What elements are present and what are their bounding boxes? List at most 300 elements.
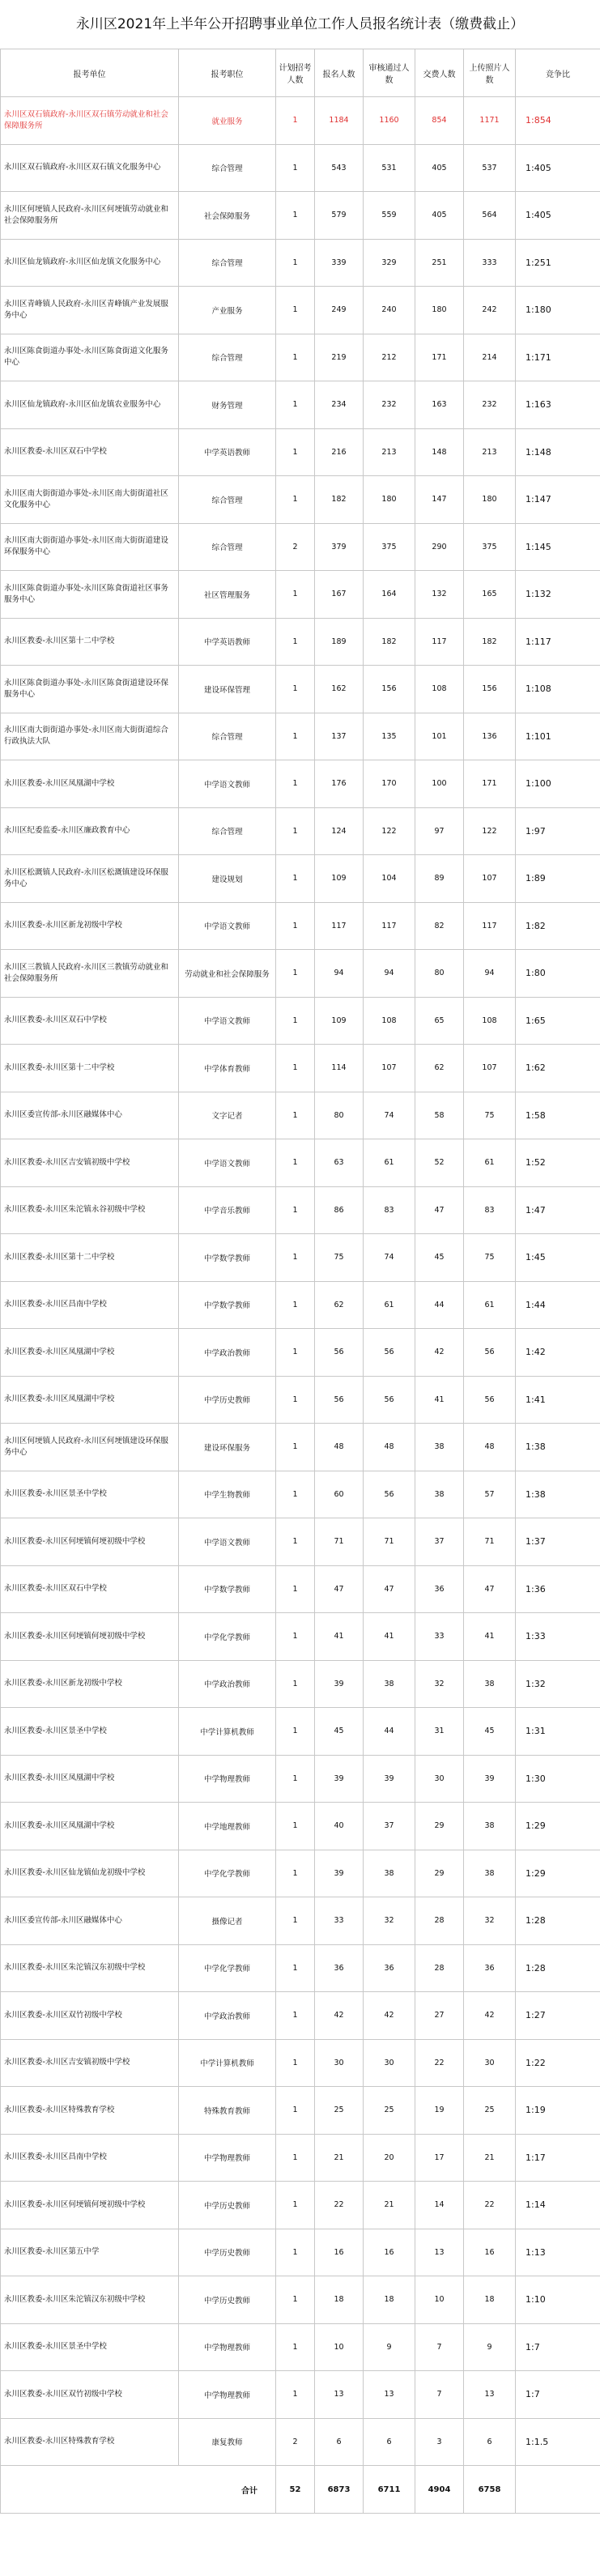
cell-photo: 21	[464, 2134, 516, 2182]
cell-photo: 30	[464, 2039, 516, 2087]
cell-unit: 永川区南大街街道办事处-永川区南大街街道综合行政执法大队	[1, 713, 179, 760]
cell-ratio: 1:65	[516, 997, 600, 1045]
cell-position: 中学物理教师	[179, 2134, 276, 2182]
cell-approved: 108	[364, 997, 415, 1045]
cell-unit: 永川区何埂镇人民政府-永川区何埂镇建设环保服务中心	[1, 1424, 179, 1471]
cell-ratio: 1:854	[516, 97, 600, 145]
cell-approved: 21	[364, 2182, 415, 2229]
cell-approved: 107	[364, 1045, 415, 1092]
table-row	[1, 476, 600, 524]
table-row	[1, 2371, 600, 2419]
table-row	[1, 1329, 600, 1377]
col-header-approved: 审核通过人数	[364, 49, 415, 97]
cell-plan: 1	[276, 1803, 315, 1850]
cell-applicants: 249	[315, 287, 364, 334]
cell-unit: 永川区教委-永川区凤凰湖中学校	[1, 1376, 179, 1424]
cell-photo: 537	[464, 144, 516, 192]
cell-applicants: 216	[315, 428, 364, 476]
table-row	[1, 1092, 600, 1139]
cell-applicants: 182	[315, 476, 364, 524]
cell-photo: 117	[464, 902, 516, 950]
cell-plan: 1	[276, 713, 315, 760]
cell-photo: 6	[464, 2418, 516, 2466]
total-row	[1, 2466, 600, 2514]
cell-paid: 36	[415, 1565, 464, 1613]
cell-ratio: 1:7	[516, 2371, 600, 2419]
cell-unit: 永川区教委-永川区双石中学校	[1, 1565, 179, 1613]
page-title: 永川区2021年上半年公开招聘事业单位工作人员报名统计表（缴费截止）	[75, 16, 525, 32]
cell-plan: 1	[276, 334, 315, 381]
cell-ratio: 1:36	[516, 1565, 600, 1613]
table-row	[1, 381, 600, 429]
cell-plan: 1	[276, 1376, 315, 1424]
cell-paid: 163	[415, 381, 464, 429]
cell-approved: 170	[364, 760, 415, 808]
cell-paid: 31	[415, 1708, 464, 1756]
cell-plan: 1	[276, 1518, 315, 1566]
cell-position: 中学音乐教师	[179, 1186, 276, 1234]
cell-paid: 180	[415, 287, 464, 334]
cell-photo: 156	[464, 666, 516, 713]
cell-ratio: 1:32	[516, 1660, 600, 1708]
cell-photo: 107	[464, 855, 516, 903]
cell-applicants: 40	[315, 1803, 364, 1850]
cell-ratio: 1:147	[516, 476, 600, 524]
cell-photo: 41	[464, 1613, 516, 1661]
table-row	[1, 1613, 600, 1661]
table-row	[1, 760, 600, 808]
cell-position: 中学历史教师	[179, 2229, 276, 2276]
cell-approved: 47	[364, 1565, 415, 1613]
cell-unit: 永川区教委-永川区特殊教育学校	[1, 2418, 179, 2466]
cell-position: 中学计算机教师	[179, 2039, 276, 2087]
cell-photo: 375	[464, 523, 516, 571]
table-row	[1, 2087, 600, 2135]
cell-approved: 56	[364, 1329, 415, 1377]
cell-plan: 1	[276, 428, 315, 476]
table-row	[1, 1850, 600, 1897]
cell-paid: 32	[415, 1660, 464, 1708]
cell-paid: 100	[415, 760, 464, 808]
cell-photo: 214	[464, 334, 516, 381]
cell-unit: 永川区陈食街道办事处-永川区陈食街道建设环保服务中心	[1, 666, 179, 713]
cell-paid: 7	[415, 2323, 464, 2371]
cell-paid: 38	[415, 1471, 464, 1518]
cell-applicants: 33	[315, 1897, 364, 1945]
cell-paid: 101	[415, 713, 464, 760]
table-row	[1, 428, 600, 476]
table-row	[1, 1045, 600, 1092]
cell-unit: 永川区教委-永川区何埂镇何埂初级中学校	[1, 2182, 179, 2229]
table-row	[1, 1471, 600, 1518]
cell-plan: 1	[276, 381, 315, 429]
cell-ratio: 1:82	[516, 902, 600, 950]
cell-applicants: 379	[315, 523, 364, 571]
cell-approved: 559	[364, 192, 415, 240]
cell-paid: 89	[415, 855, 464, 903]
cell-approved: 25	[364, 2087, 415, 2135]
cell-ratio: 1:27	[516, 1992, 600, 2040]
cell-applicants: 62	[315, 1281, 364, 1329]
cell-approved: 39	[364, 1755, 415, 1803]
table-row	[1, 1803, 600, 1850]
cell-photo: 75	[464, 1092, 516, 1139]
cell-position: 中学政治教师	[179, 1329, 276, 1377]
cell-approved: 1160	[364, 97, 415, 145]
cell-position: 建设环保服务	[179, 1424, 276, 1471]
total-label: 合计	[1, 2466, 276, 2514]
cell-photo: 25	[464, 2087, 516, 2135]
cell-position: 中学语文教师	[179, 1518, 276, 1566]
cell-approved: 61	[364, 1281, 415, 1329]
cell-plan: 1	[276, 760, 315, 808]
cell-applicants: 63	[315, 1139, 364, 1187]
cell-paid: 290	[415, 523, 464, 571]
cell-plan: 1	[276, 1139, 315, 1187]
cell-ratio: 1:29	[516, 1803, 600, 1850]
cell-ratio: 1:62	[516, 1045, 600, 1092]
cell-ratio: 1:45	[516, 1234, 600, 1282]
cell-applicants: 189	[315, 618, 364, 666]
cell-position: 中学历史教师	[179, 1376, 276, 1424]
table-row	[1, 950, 600, 998]
cell-ratio: 1:30	[516, 1755, 600, 1803]
registration-table	[0, 49, 600, 2514]
cell-plan: 1	[276, 239, 315, 287]
total-photo: 6758	[464, 2466, 516, 2514]
cell-applicants: 45	[315, 1708, 364, 1756]
cell-position: 中学化学教师	[179, 1944, 276, 1992]
cell-position: 中学地理教师	[179, 1803, 276, 1850]
cell-photo: 45	[464, 1708, 516, 1756]
cell-applicants: 579	[315, 192, 364, 240]
cell-approved: 83	[364, 1186, 415, 1234]
cell-approved: 56	[364, 1471, 415, 1518]
cell-photo: 38	[464, 1803, 516, 1850]
col-header-plan: 计划招考人数	[276, 49, 315, 97]
cell-position: 中学语文教师	[179, 760, 276, 808]
cell-photo: 180	[464, 476, 516, 524]
cell-unit: 永川区教委-永川区仙龙镇仙龙初级中学校	[1, 1850, 179, 1897]
cell-plan: 1	[276, 902, 315, 950]
table-row	[1, 1755, 600, 1803]
cell-unit: 永川区委宣传部-永川区融媒体中心	[1, 1092, 179, 1139]
table-row	[1, 1281, 600, 1329]
cell-plan: 1	[276, 2039, 315, 2087]
cell-approved: 18	[364, 2276, 415, 2324]
cell-position: 财务管理	[179, 381, 276, 429]
cell-photo: 42	[464, 1992, 516, 2040]
cell-approved: 41	[364, 1613, 415, 1661]
table-row	[1, 1897, 600, 1945]
cell-unit: 永川区教委-永川区昌南中学校	[1, 1281, 179, 1329]
cell-paid: 171	[415, 334, 464, 381]
table-row	[1, 1424, 600, 1471]
cell-ratio: 1:405	[516, 144, 600, 192]
cell-approved: 240	[364, 287, 415, 334]
cell-unit: 永川区教委-永川区第五中学	[1, 2229, 179, 2276]
cell-approved: 104	[364, 855, 415, 903]
table-row	[1, 1944, 600, 1992]
cell-unit: 永川区教委-永川区朱沱镇汉东初级中学校	[1, 1944, 179, 1992]
cell-unit: 永川区教委-永川区吉安镇初级中学校	[1, 1139, 179, 1187]
cell-ratio: 1:80	[516, 950, 600, 998]
cell-paid: 42	[415, 1329, 464, 1377]
cell-unit: 永川区教委-永川区朱沱镇永谷初级中学校	[1, 1186, 179, 1234]
cell-photo: 32	[464, 1897, 516, 1945]
cell-plan: 1	[276, 2134, 315, 2182]
cell-ratio: 1:117	[516, 618, 600, 666]
cell-unit: 永川区教委-永川区景圣中学校	[1, 1708, 179, 1756]
cell-plan: 1	[276, 1186, 315, 1234]
cell-unit: 永川区教委-永川区凤凰湖中学校	[1, 760, 179, 808]
cell-position: 综合管理	[179, 807, 276, 855]
cell-unit: 永川区纪委监委-永川区廉政教育中心	[1, 807, 179, 855]
table-row	[1, 1708, 600, 1756]
table-row	[1, 666, 600, 713]
cell-paid: 47	[415, 1186, 464, 1234]
cell-photo: 94	[464, 950, 516, 998]
cell-ratio: 1:163	[516, 381, 600, 429]
cell-applicants: 75	[315, 1234, 364, 1282]
table-row	[1, 1376, 600, 1424]
cell-paid: 17	[415, 2134, 464, 2182]
cell-photo: 232	[464, 381, 516, 429]
cell-applicants: 162	[315, 666, 364, 713]
cell-approved: 37	[364, 1803, 415, 1850]
cell-position: 中学语文教师	[179, 1139, 276, 1187]
col-header-ratio: 竞争比	[516, 49, 600, 97]
cell-paid: 19	[415, 2087, 464, 2135]
cell-approved: 74	[364, 1234, 415, 1282]
cell-approved: 182	[364, 618, 415, 666]
cell-ratio: 1:29	[516, 1850, 600, 1897]
table-row	[1, 2229, 600, 2276]
cell-plan: 1	[276, 476, 315, 524]
table-row	[1, 523, 600, 571]
cell-plan: 1	[276, 2087, 315, 2135]
cell-ratio: 1:52	[516, 1139, 600, 1187]
table-row	[1, 713, 600, 760]
cell-plan: 1	[276, 1092, 315, 1139]
cell-unit: 永川区教委-永川区何埂镇何埂初级中学校	[1, 1613, 179, 1661]
table-row	[1, 902, 600, 950]
table-row	[1, 239, 600, 287]
cell-plan: 2	[276, 523, 315, 571]
cell-applicants: 80	[315, 1092, 364, 1139]
cell-ratio: 1:101	[516, 713, 600, 760]
cell-photo: 83	[464, 1186, 516, 1234]
cell-approved: 32	[364, 1897, 415, 1945]
cell-approved: 13	[364, 2371, 415, 2419]
table-row	[1, 1565, 600, 1613]
cell-position: 综合管理	[179, 334, 276, 381]
cell-plan: 1	[276, 1424, 315, 1471]
cell-position: 文字记者	[179, 1092, 276, 1139]
cell-applicants: 124	[315, 807, 364, 855]
cell-ratio: 1:171	[516, 334, 600, 381]
cell-paid: 82	[415, 902, 464, 950]
cell-applicants: 543	[315, 144, 364, 192]
cell-ratio: 1:251	[516, 239, 600, 287]
cell-photo: 107	[464, 1045, 516, 1092]
cell-ratio: 1:42	[516, 1329, 600, 1377]
cell-approved: 20	[364, 2134, 415, 2182]
cell-approved: 531	[364, 144, 415, 192]
cell-applicants: 234	[315, 381, 364, 429]
cell-plan: 1	[276, 1471, 315, 1518]
cell-applicants: 47	[315, 1565, 364, 1613]
table-row	[1, 192, 600, 240]
cell-photo: 38	[464, 1850, 516, 1897]
cell-unit: 永川区教委-永川区第十二中学校	[1, 618, 179, 666]
cell-position: 就业服务	[179, 97, 276, 145]
cell-plan: 1	[276, 1708, 315, 1756]
cell-applicants: 41	[315, 1613, 364, 1661]
cell-position: 中学政治教师	[179, 1992, 276, 2040]
cell-photo: 36	[464, 1944, 516, 1992]
cell-approved: 6	[364, 2418, 415, 2466]
cell-applicants: 109	[315, 997, 364, 1045]
cell-paid: 45	[415, 1234, 464, 1282]
cell-ratio: 1:19	[516, 2087, 600, 2135]
cell-ratio: 1:13	[516, 2229, 600, 2276]
cell-approved: 117	[364, 902, 415, 950]
cell-unit: 永川区委宣传部-永川区融媒体中心	[1, 1897, 179, 1945]
cell-applicants: 39	[315, 1755, 364, 1803]
cell-plan: 1	[276, 144, 315, 192]
cell-ratio: 1:145	[516, 523, 600, 571]
table-row	[1, 571, 600, 619]
cell-applicants: 114	[315, 1045, 364, 1092]
cell-approved: 30	[364, 2039, 415, 2087]
cell-applicants: 25	[315, 2087, 364, 2135]
cell-ratio: 1:7	[516, 2323, 600, 2371]
cell-paid: 65	[415, 997, 464, 1045]
cell-ratio: 1:41	[516, 1376, 600, 1424]
cell-photo: 136	[464, 713, 516, 760]
cell-plan: 2	[276, 2418, 315, 2466]
cell-ratio: 1:44	[516, 1281, 600, 1329]
cell-plan: 1	[276, 2323, 315, 2371]
cell-position: 建设规划	[179, 855, 276, 903]
cell-photo: 213	[464, 428, 516, 476]
col-header-applicants: 报名人数	[315, 49, 364, 97]
cell-plan: 1	[276, 666, 315, 713]
cell-applicants: 6	[315, 2418, 364, 2466]
cell-ratio: 1:1.5	[516, 2418, 600, 2466]
cell-approved: 135	[364, 713, 415, 760]
cell-photo: 13	[464, 2371, 516, 2419]
cell-position: 中学数学教师	[179, 1565, 276, 1613]
cell-paid: 10	[415, 2276, 464, 2324]
cell-paid: 854	[415, 97, 464, 145]
cell-position: 中学数学教师	[179, 1281, 276, 1329]
cell-unit: 永川区教委-永川区何埂镇何埂初级中学校	[1, 1518, 179, 1566]
cell-unit: 永川区何埂镇人民政府-永川区何埂镇劳动就业和社会保障服务所	[1, 192, 179, 240]
cell-approved: 122	[364, 807, 415, 855]
cell-plan: 1	[276, 1613, 315, 1661]
cell-ratio: 1:405	[516, 192, 600, 240]
cell-approved: 94	[364, 950, 415, 998]
cell-applicants: 18	[315, 2276, 364, 2324]
cell-photo: 171	[464, 760, 516, 808]
cell-ratio: 1:22	[516, 2039, 600, 2087]
total-paid: 4904	[415, 2466, 464, 2514]
cell-plan: 1	[276, 1281, 315, 1329]
cell-approved: 38	[364, 1660, 415, 1708]
cell-paid: 108	[415, 666, 464, 713]
cell-unit: 永川区教委-永川区朱沱镇汉东初级中学校	[1, 2276, 179, 2324]
cell-position: 中学生物教师	[179, 1471, 276, 1518]
cell-photo: 165	[464, 571, 516, 619]
cell-applicants: 36	[315, 1944, 364, 1992]
cell-unit: 永川区陈食街道办事处-永川区陈食街道文化服务中心	[1, 334, 179, 381]
cell-ratio: 1:37	[516, 1518, 600, 1566]
cell-position: 综合管理	[179, 476, 276, 524]
cell-paid: 33	[415, 1613, 464, 1661]
table-body	[1, 97, 600, 2466]
cell-approved: 16	[364, 2229, 415, 2276]
cell-ratio: 1:31	[516, 1708, 600, 1756]
cell-position: 中学体育教师	[179, 1045, 276, 1092]
cell-paid: 27	[415, 1992, 464, 2040]
cell-plan: 1	[276, 2229, 315, 2276]
cell-unit: 永川区教委-永川区凤凰湖中学校	[1, 1755, 179, 1803]
cell-plan: 1	[276, 1755, 315, 1803]
table-row	[1, 1234, 600, 1282]
cell-applicants: 94	[315, 950, 364, 998]
cell-paid: 28	[415, 1944, 464, 1992]
cell-photo: 75	[464, 1234, 516, 1282]
cell-plan: 1	[276, 1234, 315, 1282]
cell-applicants: 56	[315, 1329, 364, 1377]
cell-applicants: 39	[315, 1850, 364, 1897]
cell-position: 中学历史教师	[179, 2182, 276, 2229]
cell-paid: 41	[415, 1376, 464, 1424]
cell-photo: 9	[464, 2323, 516, 2371]
cell-paid: 80	[415, 950, 464, 998]
cell-approved: 180	[364, 476, 415, 524]
cell-position: 中学英语教师	[179, 428, 276, 476]
cell-position: 中学化学教师	[179, 1613, 276, 1661]
cell-position: 产业服务	[179, 287, 276, 334]
cell-position: 中学物理教师	[179, 1755, 276, 1803]
cell-paid: 117	[415, 618, 464, 666]
cell-ratio: 1:97	[516, 807, 600, 855]
cell-photo: 242	[464, 287, 516, 334]
table-row	[1, 1992, 600, 2040]
cell-position: 中学计算机教师	[179, 1708, 276, 1756]
cell-applicants: 86	[315, 1186, 364, 1234]
cell-unit: 永川区三教镇人民政府-永川区三教镇劳动就业和社会保障服务所	[1, 950, 179, 998]
table-row	[1, 2418, 600, 2466]
cell-unit: 永川区南大街街道办事处-永川区南大街街道建设环保服务中心	[1, 523, 179, 571]
cell-applicants: 56	[315, 1376, 364, 1424]
cell-photo: 1171	[464, 97, 516, 145]
cell-photo: 38	[464, 1660, 516, 1708]
cell-approved: 56	[364, 1376, 415, 1424]
cell-position: 摄像记者	[179, 1897, 276, 1945]
table-row	[1, 334, 600, 381]
table-row	[1, 287, 600, 334]
cell-plan: 1	[276, 2371, 315, 2419]
cell-approved: 44	[364, 1708, 415, 1756]
cell-photo: 39	[464, 1755, 516, 1803]
cell-position: 中学物理教师	[179, 2371, 276, 2419]
cell-photo: 61	[464, 1139, 516, 1187]
cell-ratio: 1:148	[516, 428, 600, 476]
